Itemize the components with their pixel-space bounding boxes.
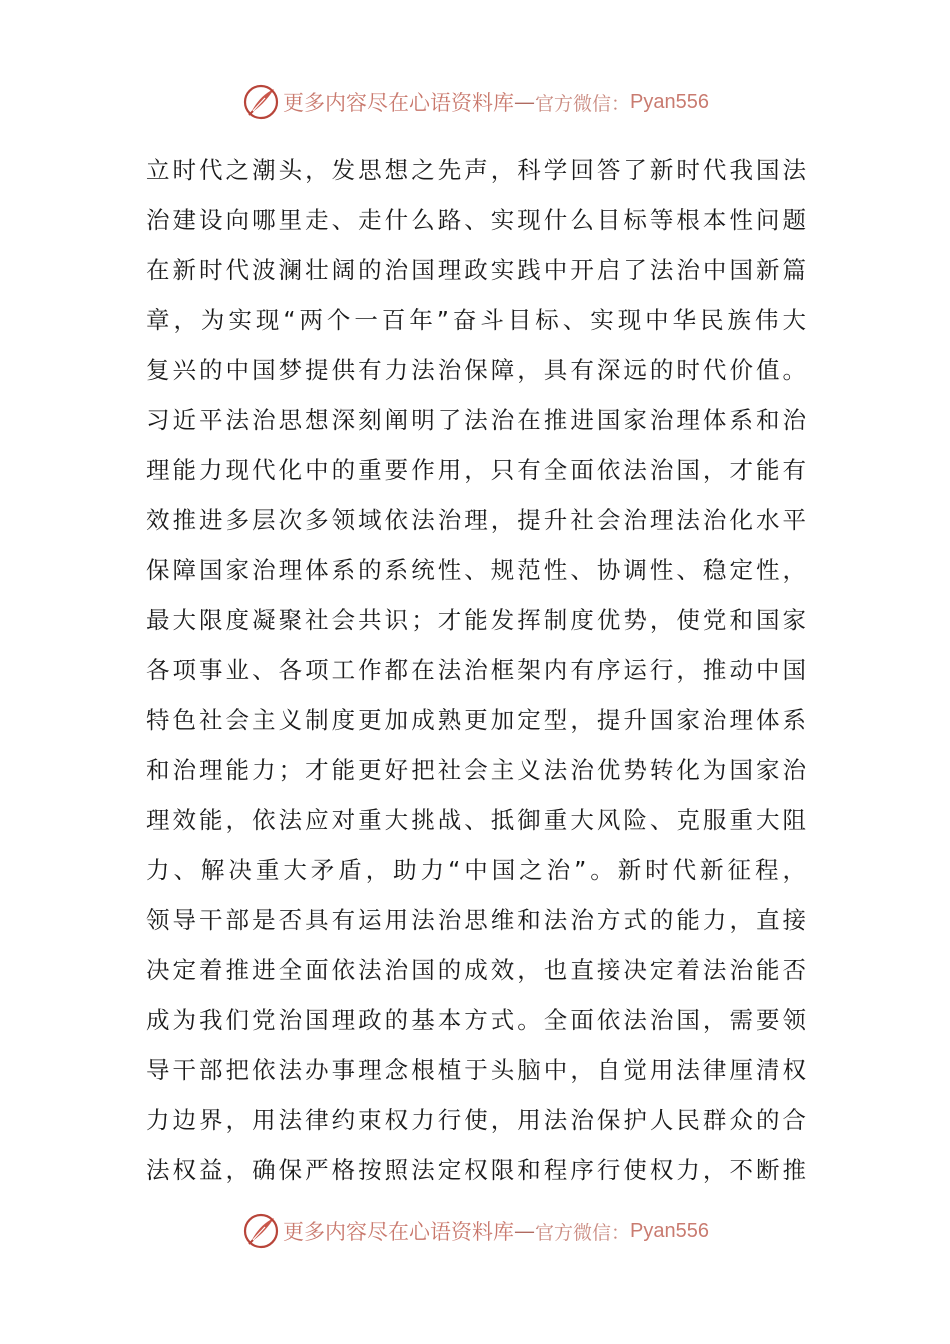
header-watermark-banner bbox=[0, 80, 950, 124]
text-line: 导干部把依法办事理念根植于头脑中，自觉用法律厘清权 bbox=[146, 1056, 806, 1084]
text-line: 力、解决重大矛盾，助力“中国之治”。新时代新征程， bbox=[146, 856, 806, 884]
text-line: 领导干部是否具有运用法治思维和法治方式的能力，直接 bbox=[146, 906, 806, 934]
text-line: 理能力现代化中的重要作用，只有全面依法治国，才能有 bbox=[146, 456, 806, 484]
wechat-label: 官方微信： bbox=[535, 1221, 631, 1244]
text-line: 在新时代波澜壮阔的治国理政实践中开启了法治中国新篇 bbox=[146, 256, 806, 284]
wechat-id: Pyan556 bbox=[630, 90, 709, 113]
site-name: 更多内容尽在心语资料库 bbox=[283, 1220, 514, 1244]
text-line: 复兴的中国梦提供有力法治保障，具有深远的时代价值。 bbox=[146, 356, 806, 384]
text-line: 效推进多层次多领域依法治理，提升社会治理法治化水平 bbox=[146, 506, 806, 534]
text-line: 理效能，依法应对重大挑战、抵御重大风险、克服重大阻 bbox=[146, 806, 806, 834]
feather-pen-logo-icon bbox=[241, 1211, 281, 1251]
text-line: 各项事业、各项工作都在法治框架内有序运行，推动中国 bbox=[146, 656, 806, 684]
text-line: 治建设向哪里走、走什么路、实现什么目标等根本性问题 bbox=[146, 206, 806, 234]
wechat-id: Pyan556 bbox=[630, 1219, 709, 1242]
footer-watermark-banner bbox=[0, 1209, 950, 1253]
text-line: 特色社会主义制度更加成熟更加定型，提升国家治理体系 bbox=[146, 706, 806, 734]
text-line: 力边界，用法律约束权力行使，用法治保护人民群众的合 bbox=[146, 1106, 806, 1134]
text-line: 最大限度凝聚社会共识；才能发挥制度优势，使党和国家 bbox=[146, 606, 806, 634]
text-line: 保障国家治理体系的系统性、规范性、协调性、稳定性， bbox=[146, 556, 806, 584]
banner-separator: — bbox=[514, 1219, 535, 1243]
text-line: 成为我们党治国理政的基本方式。全面依法治国，需要领 bbox=[146, 1006, 806, 1034]
text-line: 立时代之潮头，发思想之先声，科学回答了新时代我国法 bbox=[146, 156, 806, 184]
text-line: 决定着推进全面依法治国的成效，也直接决定着法治能否 bbox=[146, 956, 806, 984]
site-name: 更多内容尽在心语资料库 bbox=[283, 91, 514, 115]
feather-pen-logo-icon bbox=[241, 82, 281, 122]
banner-separator: — bbox=[514, 90, 535, 114]
text-line: 和治理能力；才能更好把社会主义法治优势转化为国家治 bbox=[146, 756, 806, 784]
text-line: 章，为实现“两个一百年”奋斗目标、实现中华民族伟大 bbox=[146, 306, 806, 334]
wechat-label: 官方微信： bbox=[535, 92, 631, 115]
text-line: 习近平法治思想深刻阐明了法治在推进国家治理体系和治 bbox=[146, 406, 806, 434]
text-line: 法权益，确保严格按照法定权限和程序行使权力，不断推 bbox=[146, 1156, 806, 1184]
